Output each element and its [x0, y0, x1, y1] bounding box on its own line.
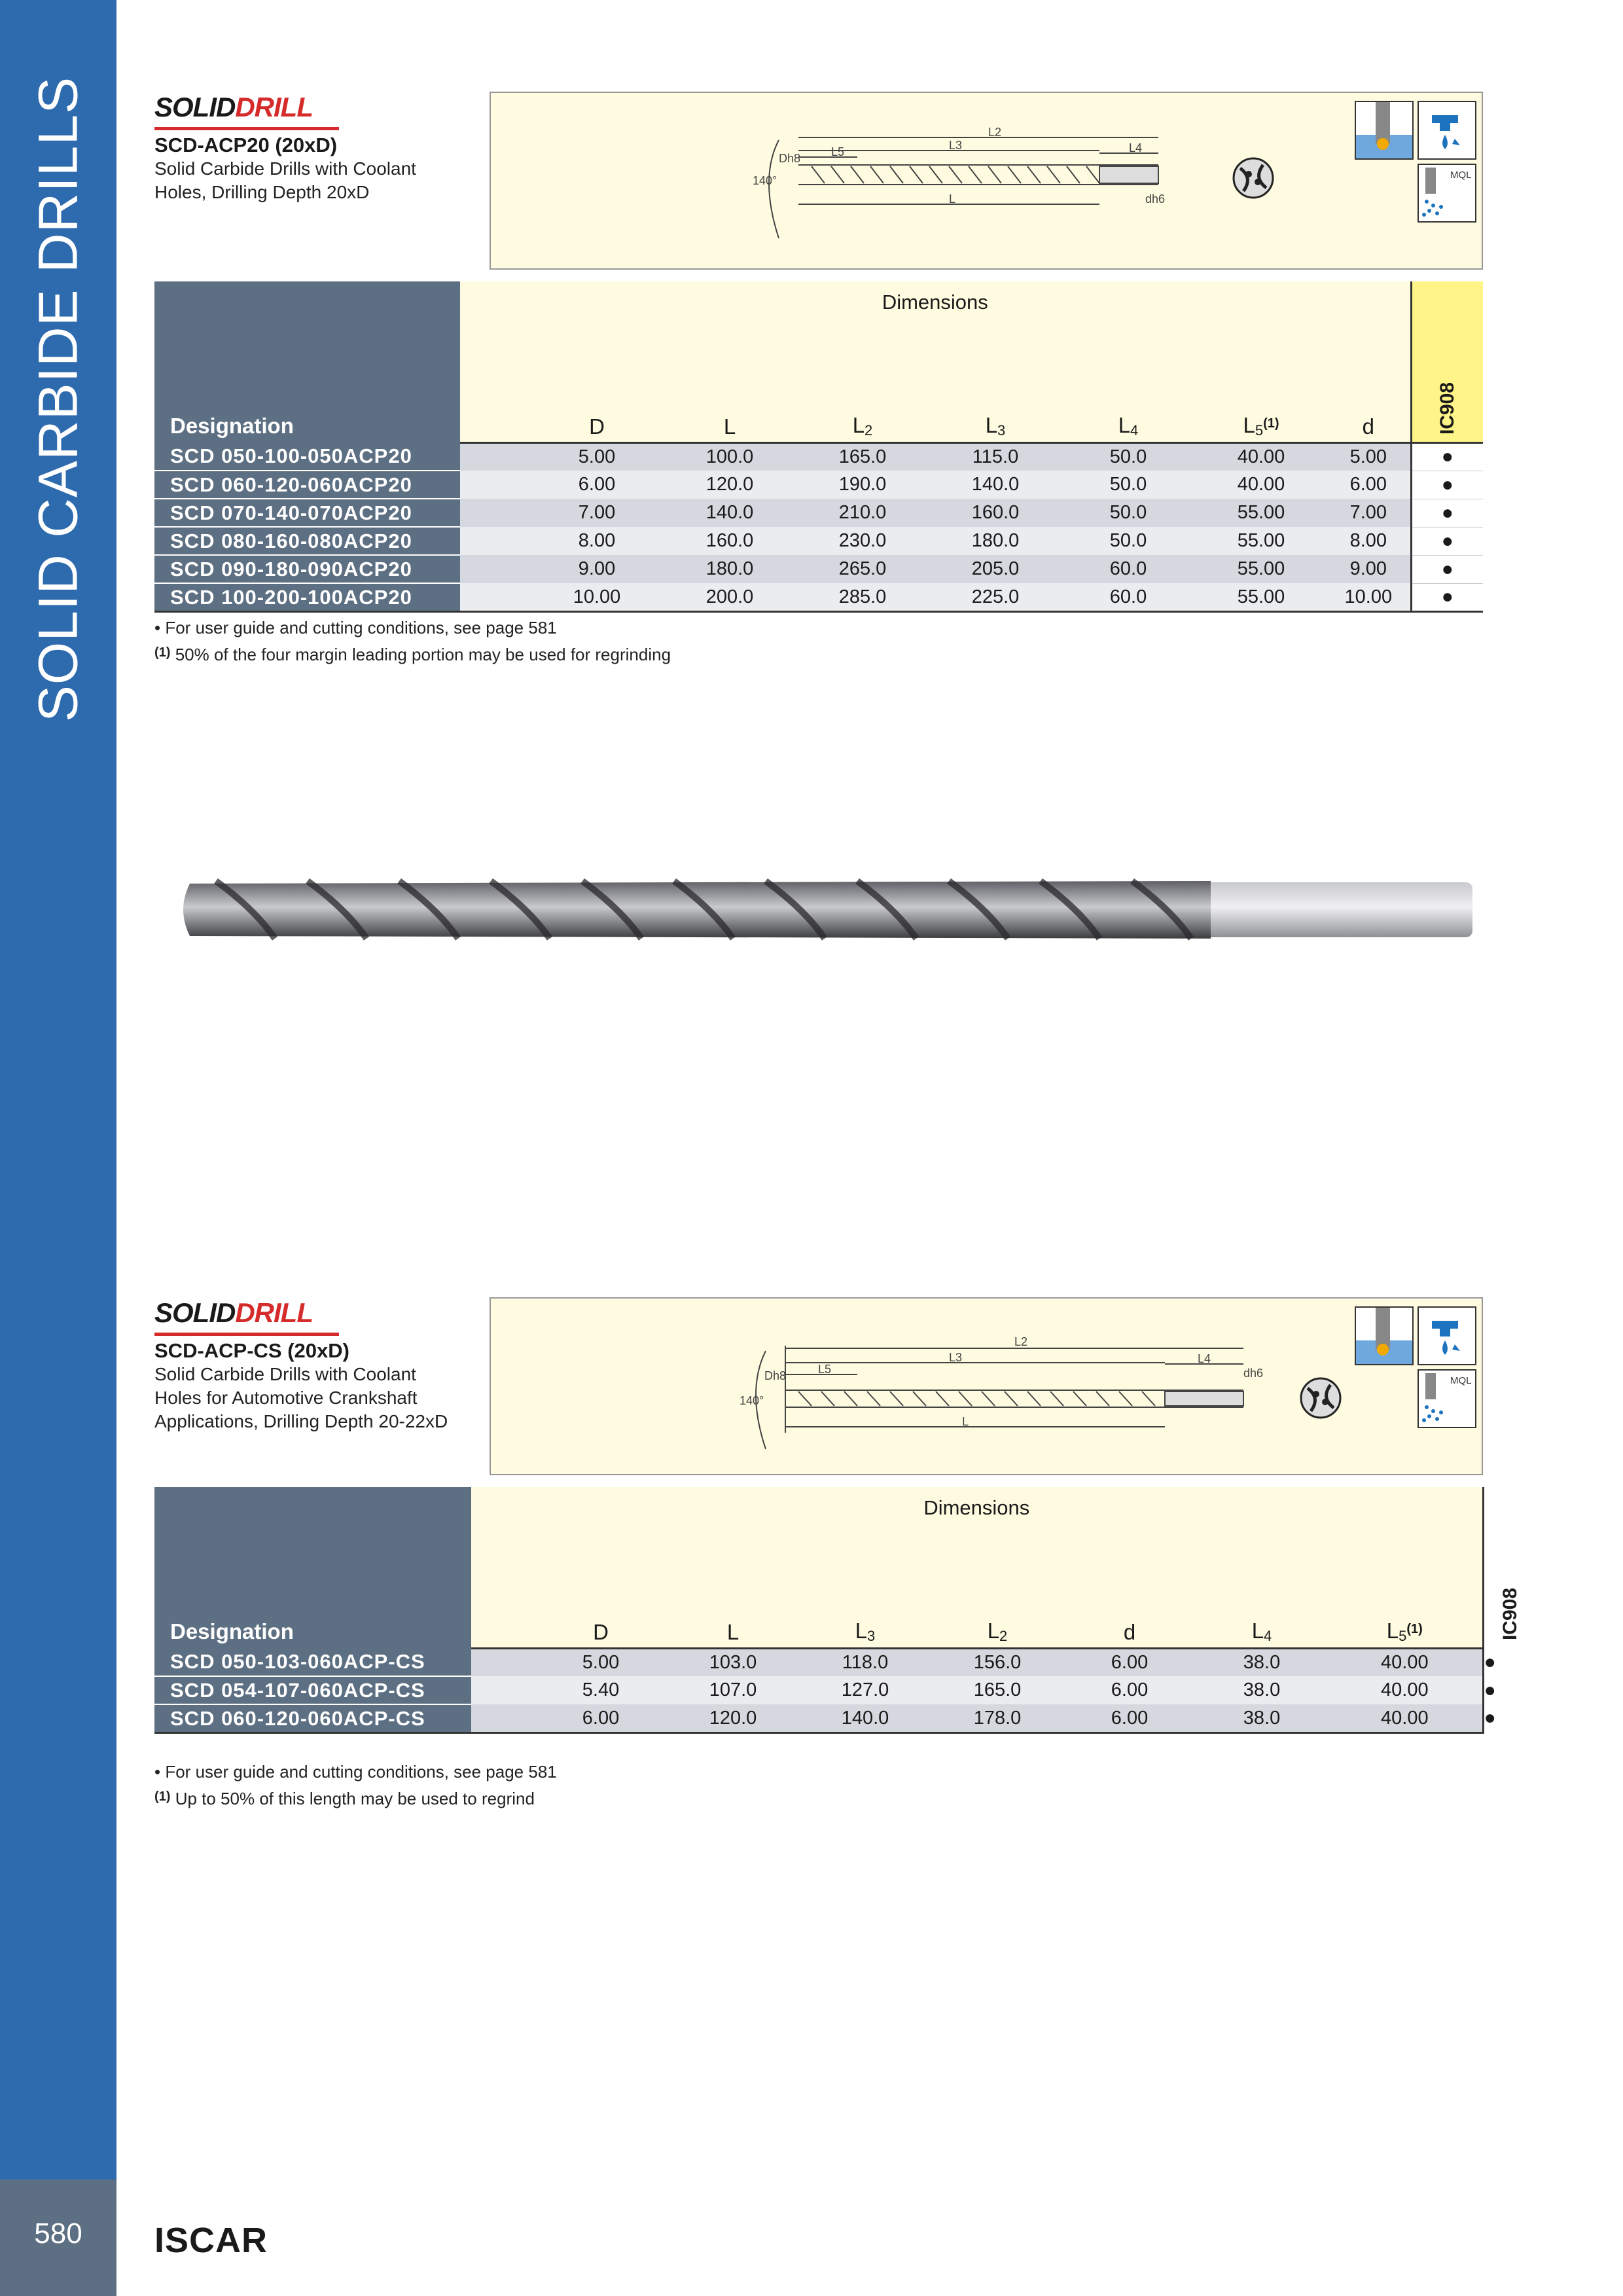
designation-header: Designation	[170, 414, 294, 438]
coolant-tap-icon	[1418, 1306, 1476, 1365]
row-spacer	[460, 527, 529, 555]
grade-availability-cell: ●	[1411, 555, 1483, 583]
value-cell: 8.00	[529, 527, 664, 555]
value-cell: 200.0	[664, 583, 795, 612]
footnote: • For user guide and cutting conditions, see page 581	[154, 618, 557, 637]
column-header: D	[529, 321, 664, 442]
internal-coolant-icon	[1355, 1306, 1414, 1365]
svg-text:L5: L5	[831, 145, 845, 158]
table-row	[154, 555, 1483, 583]
value-cell: 140.0	[798, 1704, 932, 1733]
value-cell: 38.0	[1196, 1704, 1327, 1733]
drill-cross-section-icon	[1234, 158, 1273, 198]
value-cell: 285.0	[795, 583, 930, 612]
value-cell: 38.0	[1196, 1676, 1327, 1704]
value-cell: 55.00	[1196, 527, 1327, 555]
value-cell: 38.0	[1196, 1648, 1327, 1676]
value-cell: 7.00	[1327, 499, 1411, 527]
value-cell: 60.0	[1061, 555, 1196, 583]
mql-icon	[1418, 1369, 1476, 1428]
row-spacer	[471, 1676, 534, 1704]
table-row	[154, 527, 1483, 555]
header-spacer	[460, 321, 529, 442]
row-spacer	[460, 471, 529, 499]
value-cell: 6.00	[1063, 1704, 1196, 1733]
value-cell: 180.0	[930, 527, 1061, 555]
footnotes	[154, 615, 671, 667]
svg-text:Dh8: Dh8	[779, 152, 801, 165]
designation-cell: SCD 050-100-050ACP20	[154, 442, 460, 471]
value-cell: 140.0	[664, 499, 795, 527]
solid-drill-logo: SOLIDDRILL	[154, 1297, 313, 1328]
mql-icon	[1418, 164, 1476, 223]
value-cell: 55.00	[1196, 555, 1327, 583]
sidebar	[0, 0, 116, 2179]
product-code: SCD-ACP20 (20xD)	[154, 134, 338, 156]
value-cell: 40.00	[1327, 1676, 1483, 1704]
svg-text:dh6: dh6	[1243, 1367, 1264, 1380]
drill-dimension-diagram	[491, 1299, 1482, 1474]
row-spacer	[471, 1704, 534, 1733]
svg-text:Dh8: Dh8	[764, 1369, 787, 1382]
drill-photo	[177, 857, 1486, 949]
value-cell: 205.0	[930, 555, 1061, 583]
footnotes	[154, 1759, 557, 1811]
logo-underline	[154, 1333, 339, 1336]
value-cell: 7.00	[529, 499, 664, 527]
drill-diagram-box	[490, 92, 1483, 270]
column-header: $L_4$	[1061, 321, 1196, 442]
table-row	[154, 499, 1483, 527]
value-cell: 160.0	[930, 499, 1061, 527]
value-cell: 103.0	[668, 1648, 798, 1676]
footnote: $^{(1)}$ Up to 50% of this length may be used to regrind	[154, 1789, 535, 1808]
table-row	[154, 583, 1483, 612]
dimensions-header: Dimensions	[460, 281, 1411, 321]
designation-cell: SCD 100-200-100ACP20	[154, 583, 460, 612]
designation-cell: SCD 050-103-060ACP-CS	[154, 1648, 471, 1676]
value-cell: 40.00	[1327, 1704, 1483, 1733]
value-cell: 118.0	[798, 1648, 932, 1676]
column-header: $L_3$	[930, 321, 1061, 442]
table-row: SCD 054-107-060ACP-CS 5.40 107.0 127.0 165.0 6.00 38.0 40.00 ●	[154, 1676, 1483, 1704]
designation-cell: SCD 060-120-060ACP-CS	[154, 1704, 471, 1733]
value-cell: 210.0	[795, 499, 930, 527]
drill-cross-section-icon	[1301, 1378, 1340, 1418]
value-cell: 230.0	[795, 527, 930, 555]
value-cell: 120.0	[668, 1704, 798, 1733]
value-cell: 10.00	[1327, 583, 1411, 612]
value-cell: 50.0	[1061, 527, 1196, 555]
internal-coolant-icon	[1355, 101, 1414, 160]
product-code: SCD-ACP-CS (20xD)	[154, 1339, 349, 1362]
sidebar-title: SOLID CARBIDE DRILLS	[27, 76, 89, 723]
column-header: $L_3$	[798, 1526, 932, 1648]
designation-header: Designation	[170, 1619, 294, 1643]
dimension-table	[154, 1487, 1521, 1734]
value-cell: 265.0	[795, 555, 930, 583]
value-cell: 5.40	[534, 1676, 668, 1704]
value-cell: 6.00	[529, 471, 664, 499]
column-header: L	[668, 1526, 798, 1648]
column-header: $L_5^{(1)}$	[1196, 321, 1327, 442]
svg-text:L2: L2	[1014, 1335, 1028, 1348]
svg-text:L: L	[949, 192, 956, 206]
value-cell: 10.00	[529, 583, 664, 612]
solid-drill-logo: SOLIDDRILL	[154, 92, 313, 122]
svg-text:L3: L3	[949, 1351, 963, 1364]
column-header: $L_4$	[1196, 1526, 1327, 1648]
drill-diagram-box	[490, 1297, 1483, 1475]
product-section-scd-acp-cs	[154, 1297, 1521, 1808]
page-number: 580	[34, 2217, 82, 2250]
svg-text:140°: 140°	[753, 174, 777, 187]
value-cell: 40.00	[1196, 442, 1327, 471]
column-header: d	[1327, 321, 1411, 442]
value-cell: 115.0	[930, 442, 1061, 471]
product-description: Solid Carbide Drills with Coolant Holes, Drilling Depth 20xD	[154, 158, 416, 202]
svg-text:L5: L5	[818, 1363, 832, 1376]
value-cell: 40.00	[1327, 1648, 1483, 1676]
svg-text:MQL: MQL	[1450, 170, 1472, 181]
svg-text:L4: L4	[1129, 141, 1143, 154]
footnote: • For user guide and cutting conditions, see page 581	[154, 1762, 557, 1782]
grade-availability-cell: ●	[1411, 442, 1483, 471]
product-section-scd-acp20	[154, 92, 1483, 668]
row-spacer	[460, 555, 529, 583]
value-cell: 178.0	[932, 1704, 1063, 1733]
designation-cell: SCD 090-180-090ACP20	[154, 555, 460, 583]
value-cell: 165.0	[795, 442, 930, 471]
table-row	[154, 442, 1483, 471]
table-row	[154, 471, 1483, 499]
value-cell: 5.00	[534, 1648, 668, 1676]
value-cell: 60.0	[1061, 583, 1196, 612]
grade-availability-cell: ●	[1411, 527, 1483, 555]
logo-underline	[154, 127, 339, 130]
designation-cell: SCD 054-107-060ACP-CS	[154, 1676, 471, 1704]
grade-header: IC908	[1436, 382, 1458, 435]
designation-cell: SCD 070-140-070ACP20	[154, 499, 460, 527]
coolant-tap-icon	[1418, 101, 1476, 160]
value-cell: 5.00	[529, 442, 664, 471]
brand-logo: ISCAR	[154, 2221, 268, 2260]
table-row: SCD 060-120-060ACP-CS 6.00 120.0 140.0 178.0 6.00 38.0 40.00 ●	[154, 1704, 1483, 1733]
value-cell: 140.0	[930, 471, 1061, 499]
grade-availability-cell: ●	[1411, 583, 1483, 612]
value-cell: 6.00	[1063, 1676, 1196, 1704]
value-cell: 55.00	[1196, 583, 1327, 612]
row-spacer	[460, 442, 529, 471]
svg-text:dh6: dh6	[1145, 192, 1166, 206]
value-cell: 50.0	[1061, 499, 1196, 527]
row-spacer	[460, 499, 529, 527]
column-header: $L_2$	[932, 1526, 1063, 1648]
dimensions-header: Dimensions	[471, 1487, 1483, 1526]
grade-header: IC908	[1499, 1587, 1521, 1640]
grade-availability-cell: ●	[1411, 499, 1483, 527]
dimension-table	[154, 281, 1483, 613]
column-header: $L_5^{(1)}$	[1327, 1526, 1483, 1648]
value-cell: 225.0	[930, 583, 1061, 612]
value-cell: 180.0	[664, 555, 795, 583]
value-cell: 6.00	[1063, 1648, 1196, 1676]
svg-text:L: L	[962, 1415, 969, 1428]
designation-cell: SCD 080-160-080ACP20	[154, 527, 460, 555]
footnote: $^{(1)}$ 50% of the four margin leading portion may be used for regrinding	[154, 645, 671, 664]
designation-header-cell	[154, 1487, 471, 1648]
value-cell: 5.00	[1327, 442, 1411, 471]
value-cell: 100.0	[664, 442, 795, 471]
header-spacer	[471, 1526, 534, 1648]
value-cell: 160.0	[664, 527, 795, 555]
svg-text:MQL: MQL	[1450, 1375, 1472, 1386]
value-cell: 107.0	[668, 1676, 798, 1704]
drill-dimension-diagram	[491, 93, 1482, 268]
svg-text:140°: 140°	[740, 1394, 764, 1407]
value-cell: 127.0	[798, 1676, 932, 1704]
row-spacer	[460, 583, 529, 612]
column-header: d	[1063, 1526, 1196, 1648]
grade-availability-cell: ●	[1411, 471, 1483, 499]
value-cell: 55.00	[1196, 499, 1327, 527]
value-cell: 9.00	[1327, 555, 1411, 583]
value-cell: 8.00	[1327, 527, 1411, 555]
designation-header-cell	[154, 281, 460, 442]
column-header: $L_2$	[795, 321, 930, 442]
page-number-box	[0, 2179, 116, 2296]
column-header: L	[664, 321, 795, 442]
svg-text:L2: L2	[988, 126, 1002, 139]
value-cell: 50.0	[1061, 471, 1196, 499]
value-cell: 50.0	[1061, 442, 1196, 471]
value-cell: 165.0	[932, 1676, 1063, 1704]
grade-header-cell	[1411, 281, 1483, 442]
svg-text:L3: L3	[949, 139, 963, 152]
value-cell: 156.0	[932, 1648, 1063, 1676]
value-cell: 40.00	[1196, 471, 1327, 499]
value-cell: 120.0	[664, 471, 795, 499]
column-header: D	[534, 1526, 668, 1648]
value-cell: 6.00	[1327, 471, 1411, 499]
value-cell: 6.00	[534, 1704, 668, 1733]
value-cell: 9.00	[529, 555, 664, 583]
svg-text:L4: L4	[1198, 1352, 1211, 1365]
designation-cell: SCD 060-120-060ACP20	[154, 471, 460, 499]
row-spacer	[471, 1648, 534, 1676]
table-row: SCD 050-103-060ACP-CS 5.00 103.0 118.0 156.0 6.00 38.0 40.00 ●	[154, 1648, 1483, 1676]
product-description: Solid Carbide Drills with Coolant Holes for Automotive Crankshaft Applications, Drilling Depth 20-22xD	[154, 1364, 448, 1431]
value-cell: 190.0	[795, 471, 930, 499]
